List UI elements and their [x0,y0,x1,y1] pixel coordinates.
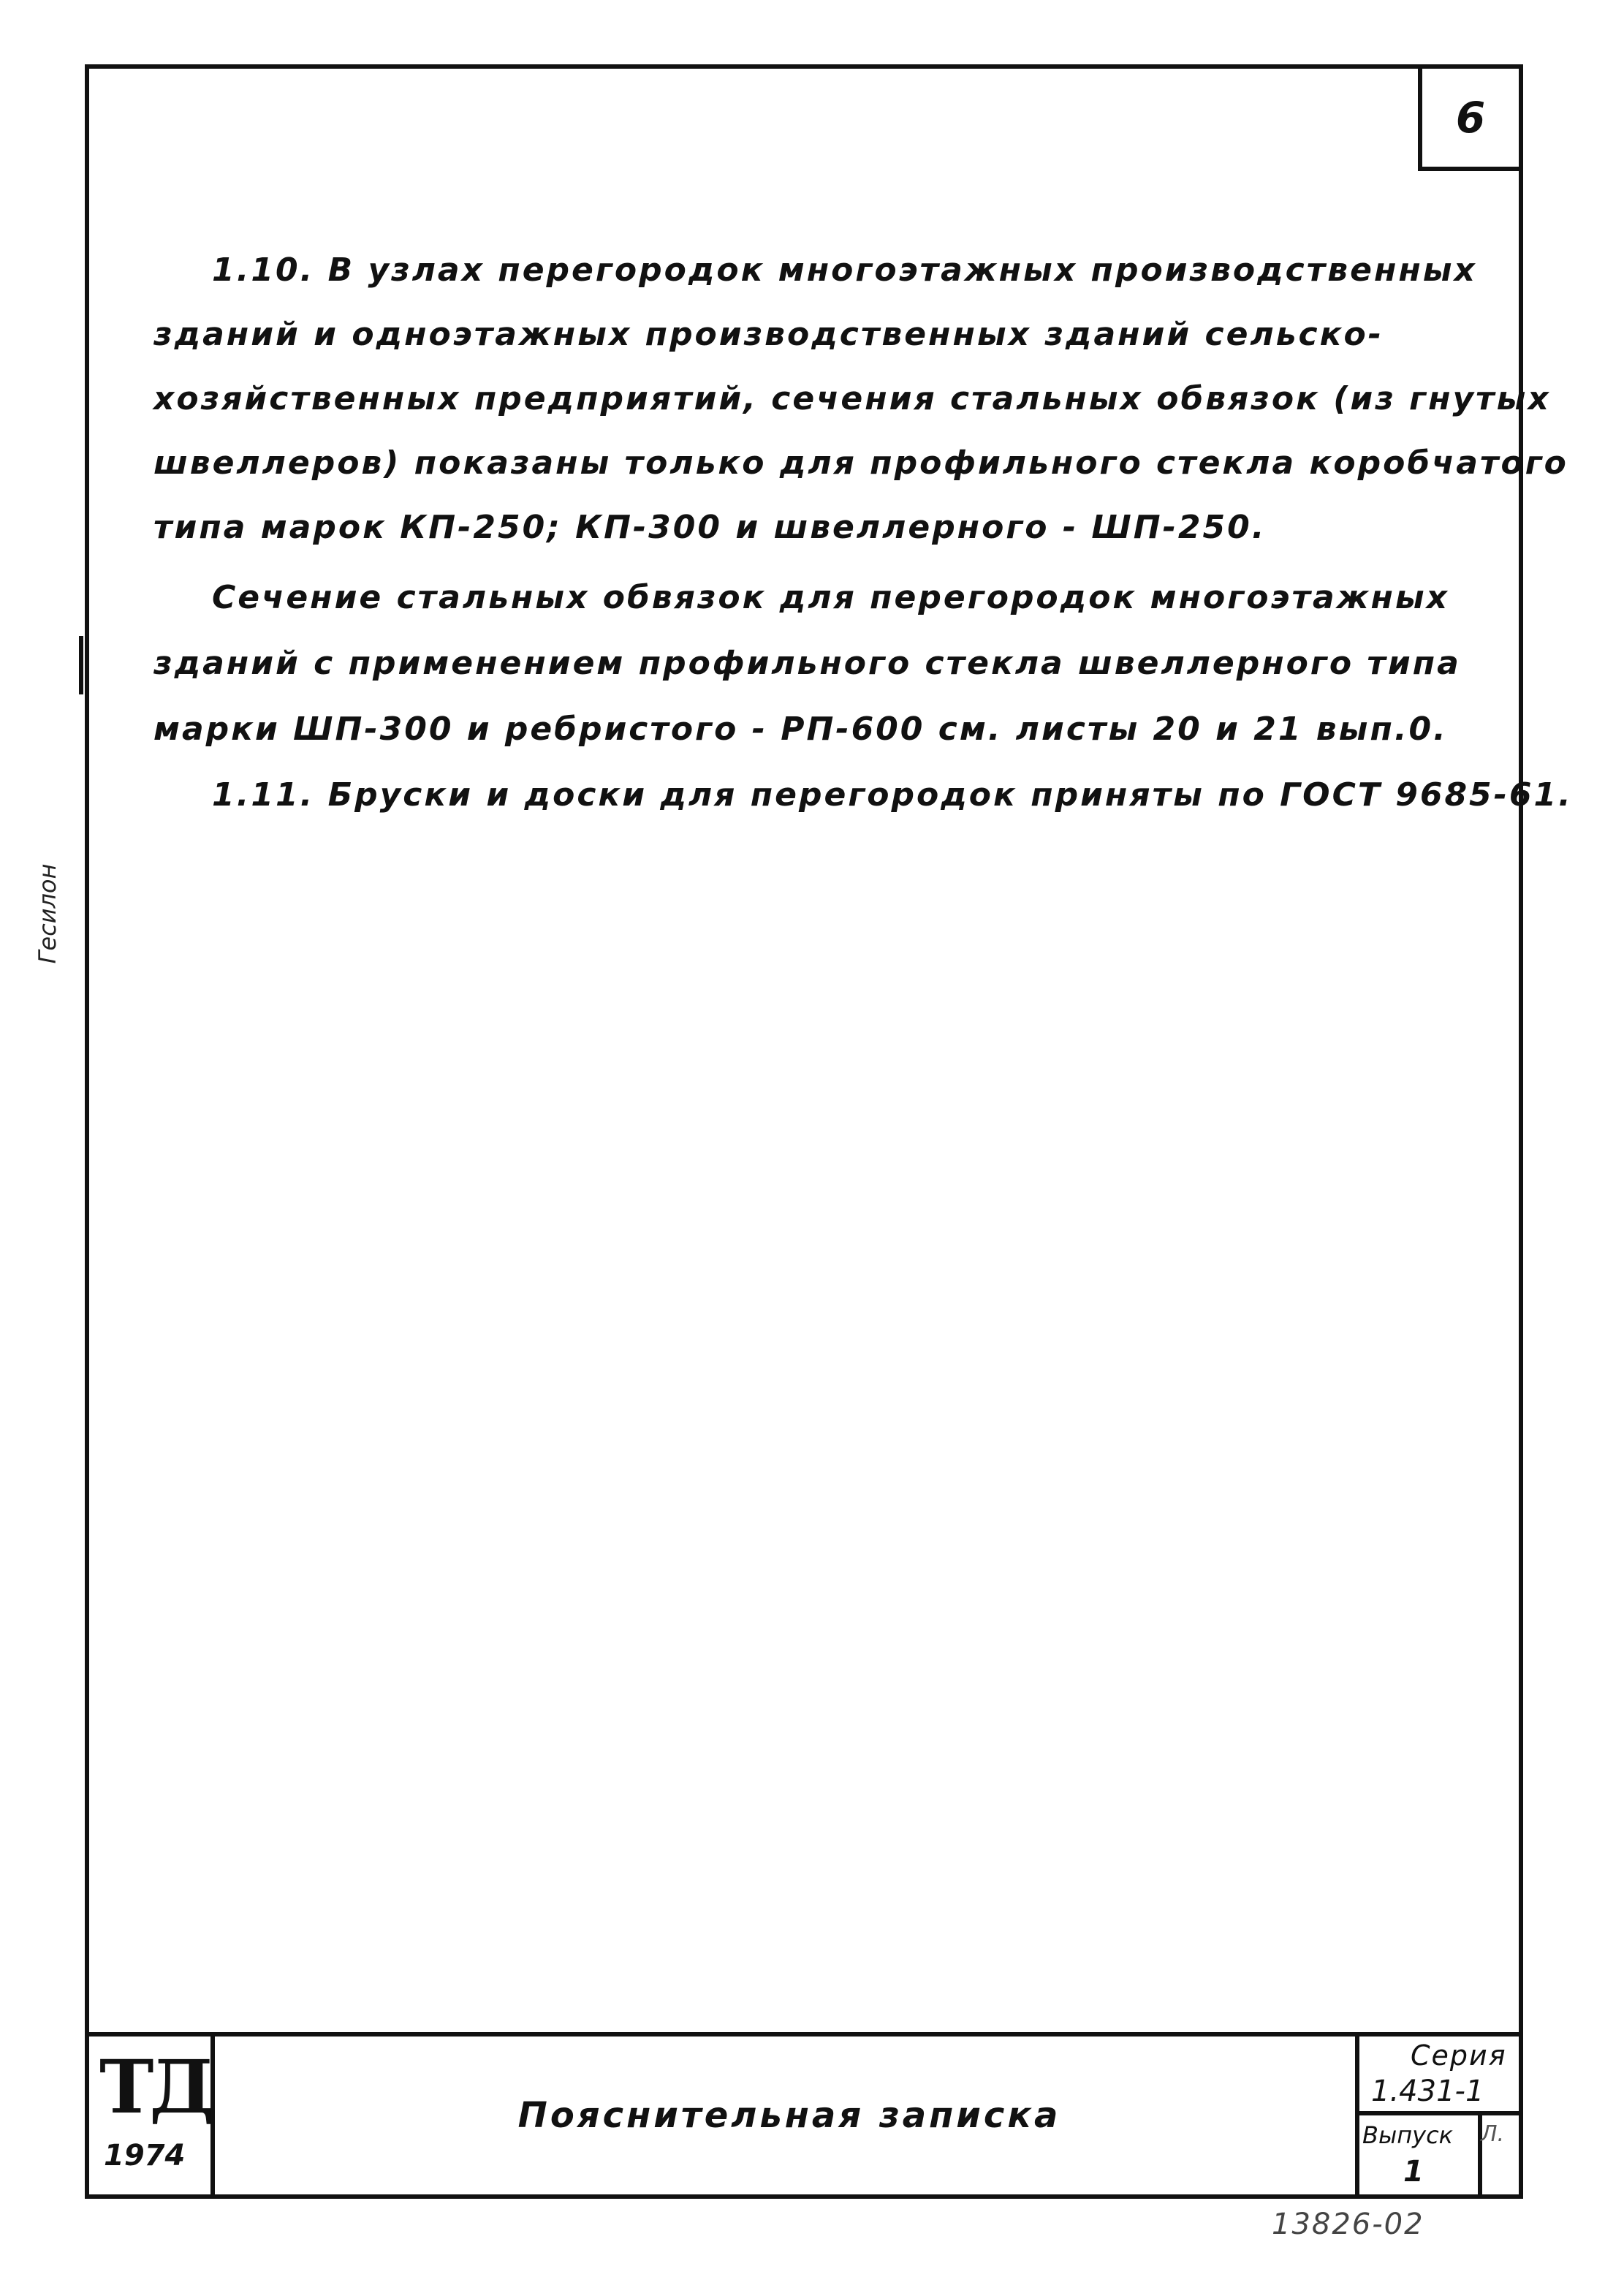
publisher-logo: ТД [99,2044,210,2130]
series-label: Серия [1411,2039,1507,2072]
margin-note-text: Гесилон [34,863,61,964]
series-value: 1.431-1 [1371,2075,1484,2108]
series-box [1359,2037,1519,2115]
issue-value: 1 [1403,2155,1424,2189]
document-title-cell [215,2037,1364,2194]
issue-box [1359,2115,1482,2194]
text-line: зданий с применением профильного стекла швеллерного типа [153,645,1461,682]
page-number: 6 [1455,93,1486,143]
sheet-box [1478,2115,1519,2194]
drawing-sheet-frame [85,64,1573,2199]
text-line: марки ШП-300 и ребристого - РП-600 см. листы 20 и 21 вып.0. [153,711,1448,748]
text-line: 1.11. Бруски и доски для перегородок приняты по ГОСТ 9685-61. [212,776,1573,814]
page-number-box [1418,69,1519,171]
title-block [89,2032,1519,2194]
series-info-cell [1355,2037,1519,2194]
text-line: Сечение стальных обвязок для перегородок многоэтажных [212,579,1450,616]
text-line: зданий и одноэтажных производственных зданий сельско- [153,316,1384,353]
issue-label: Выпуск [1362,2121,1453,2149]
inventory-number: 13826-02 [1272,2208,1424,2241]
margin-tick [79,636,83,694]
document-title: Пояснительная записка [517,2095,1061,2136]
publisher-logo-cell [89,2037,215,2194]
sheet-label: Л. [1481,2121,1505,2147]
text-line: швеллеров) показаны только для профильного стекла коробчатого [153,444,1568,482]
text-line: 1.10. В узлах перегородок многоэтажных производственных [212,251,1477,289]
text-line: типа марок КП-250; КП-300 и швеллерного - ШП-250. [153,509,1267,546]
text-line: хозяйственных предприятий, сечения стальных обвязок (из гнутых [153,380,1551,417]
margin-note [22,636,73,1191]
publication-year: 1974 [104,2139,186,2172]
